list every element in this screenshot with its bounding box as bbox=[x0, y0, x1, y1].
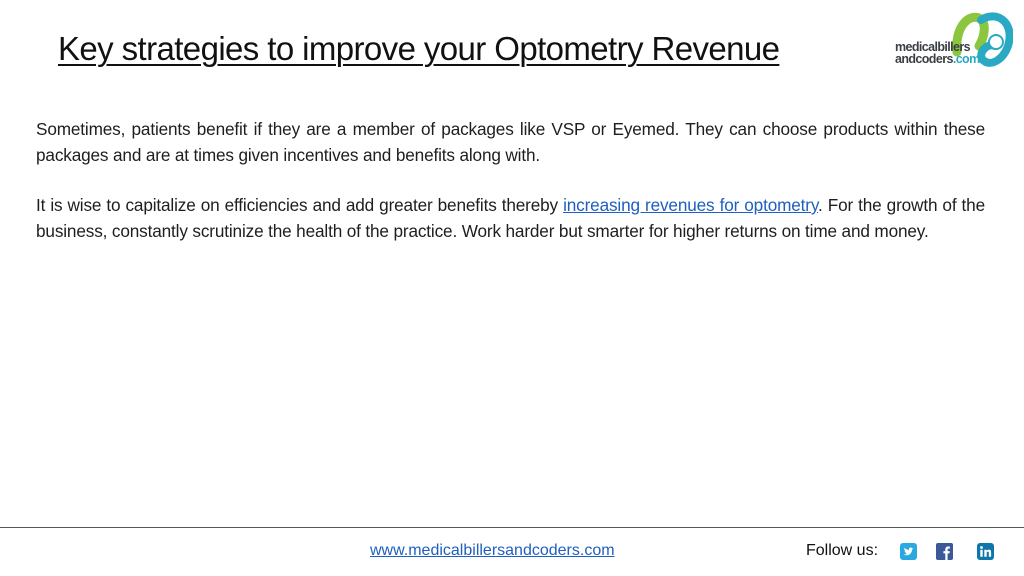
optometry-revenue-link[interactable]: increasing revenues for optometry bbox=[563, 195, 819, 215]
paragraph-2-text-after: . For the growth of the business, constantly scrutinize the health of the practice. Work harder but smarter for higher returns on time and money. bbox=[36, 195, 985, 241]
twitter-icon[interactable] bbox=[900, 543, 917, 560]
logo-line-2-suffix: .com bbox=[952, 52, 980, 66]
logo-line-2 bbox=[895, 53, 980, 65]
paragraph-1: Sometimes, patients benefit if they are a member of packages like VSP or Eyemed. They can choose products within these packages and are at times given incentives and benefits along with. bbox=[36, 119, 985, 165]
facebook-icon[interactable] bbox=[936, 543, 953, 560]
logo-line-1: medicalbillers bbox=[895, 40, 970, 54]
website-link[interactable]: www.medicalbillersandcoders.com bbox=[370, 542, 615, 559]
paragraph-2-text-before: It is wise to capitalize on efficiencies and add greater benefits thereby bbox=[36, 195, 564, 215]
follow-us-label: Follow us: bbox=[806, 542, 879, 559]
company-logo[interactable] bbox=[895, 12, 1013, 74]
logo-line-2-main: andcoders bbox=[895, 52, 953, 66]
linkedin-icon[interactable] bbox=[977, 543, 994, 560]
slide-title: Key strategies to improve your Optometry Revenue bbox=[58, 30, 780, 67]
logo-wordmark bbox=[895, 41, 980, 65]
slide-body bbox=[36, 117, 985, 244]
paragraph-2 bbox=[36, 193, 985, 244]
footer-divider bbox=[0, 527, 1024, 528]
